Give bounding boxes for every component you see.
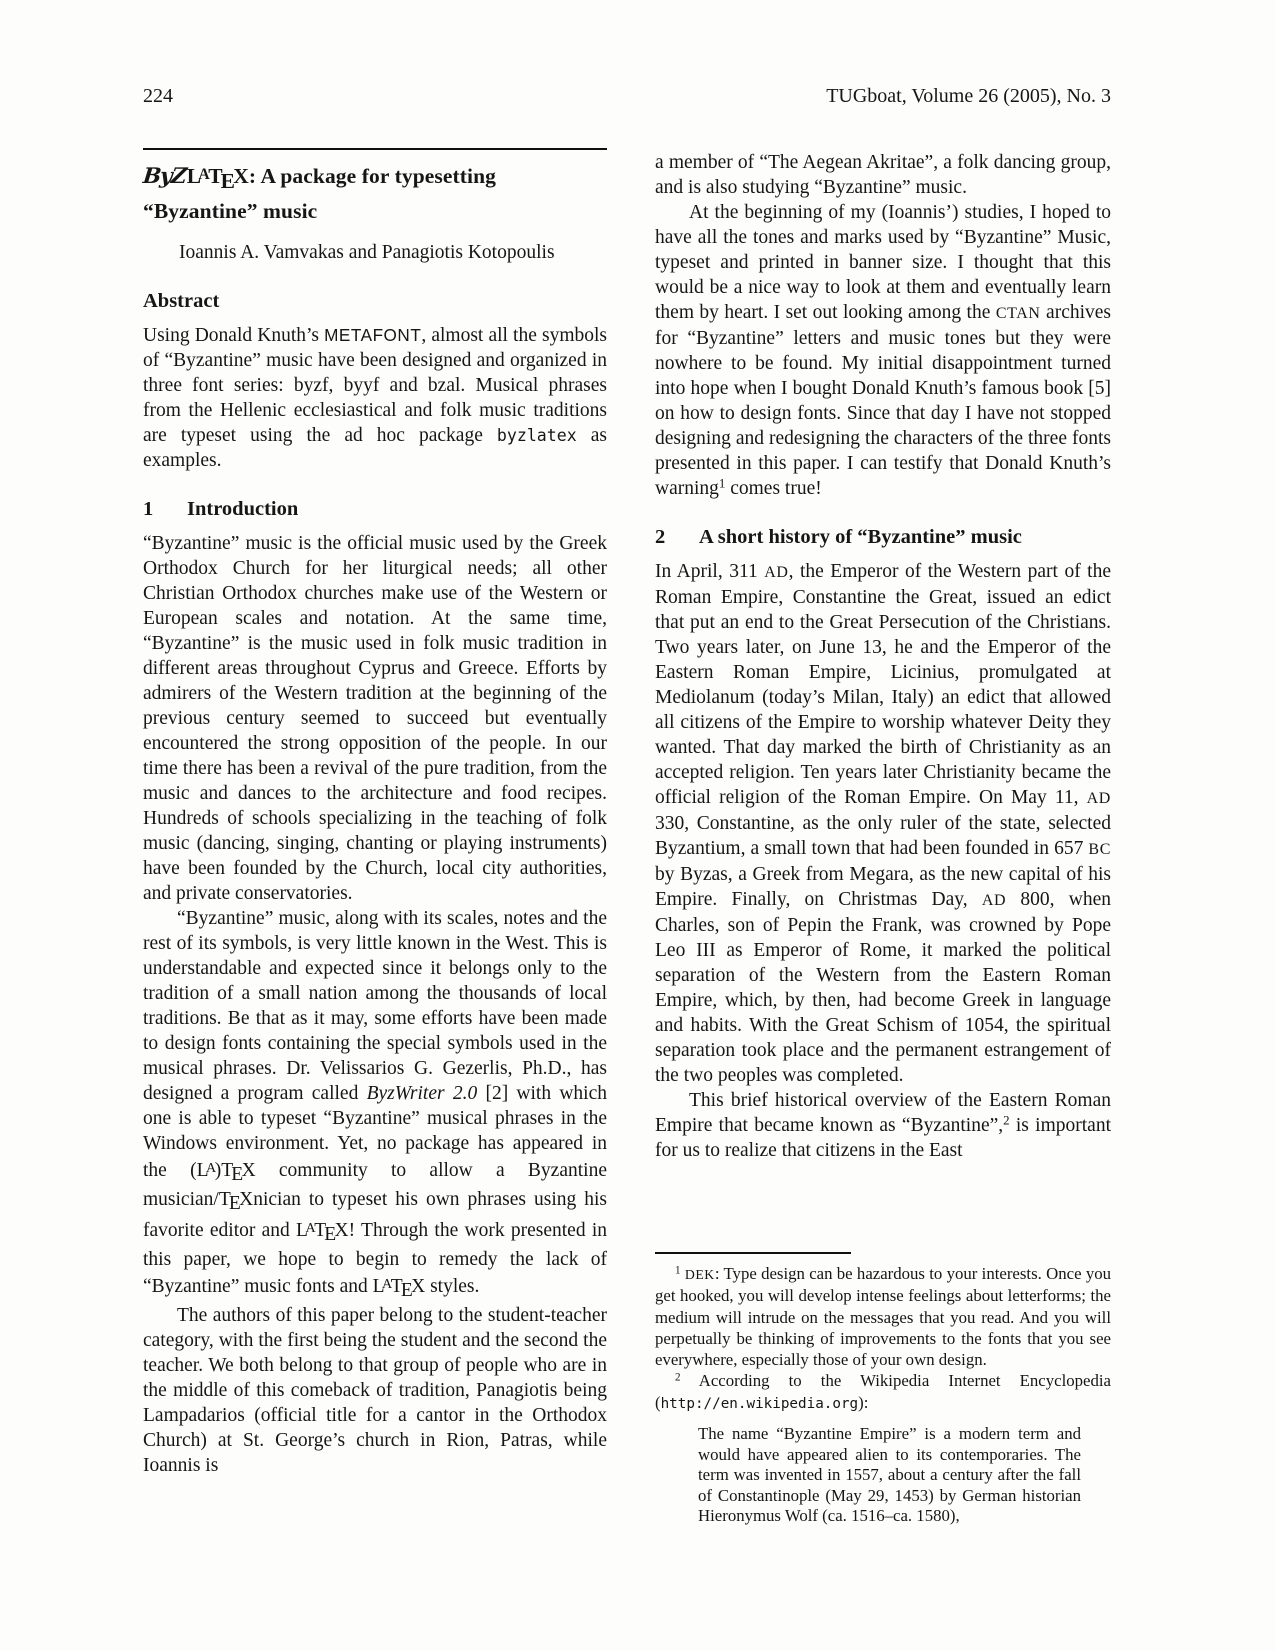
footnote-block [655,1252,1111,1527]
continued-paragraph: a member of “The Aegean Akritae”, a folk dancing group, and is also studying “Byzantine” music. [655,152,1111,198]
intro-paragraph-3: The authors of this paper belong to the student-teacher category, with the first being the student and the second the teacher. We both belong to that group of people who are in the middle of this comeback of tradition, Panagiotis being Lampadarios (official title for a cantor in the Orthodox Church) at St. George’s church in Rion, Patras, while Ioannis is [143,1304,607,1476]
left-column [143,148,607,1478]
footnote-1: $^1$ DEK: Type design can be hazardous to your interests. Once you get hooked, you will develop intense feelings about letterforms; the medium will intrude on the messages that you read. And you will perpetually be thinking of improvements to the fonts that you see everywhere, especially those of your own design. [655,1264,1111,1370]
article-authors: Ioannis A. Vamvakas and Panagiotis Kotopoulis [179,241,555,263]
journal-title: TUGboat, Volume 26 (2005), No. 3 [826,85,1111,107]
abstract-paragraph: Using Donald Knuth’s METAFONT, almost all the symbols of “Byzantine” music have been designed and organized in three font series: byzf, byyf and bzal. Musical phrases from the Hellenic ecclesiastical and folk music traditions are typeset using the ad hoc package byzlatex as examples. [143,324,608,471]
history-paragraph-2: This brief historical overview of the Eastern Roman Empire that became known as “Byzantine”,$^2$ is important for us to realize that citizens in the East [655,1090,1112,1161]
footnote-rule [655,1252,851,1254]
section-1-number: 1 [143,497,154,520]
abstract-heading: Abstract [143,289,220,312]
footnote-2: $^2$ According to the Wikipedia Internet Encyclopedia (http://en.wikipedia.org): [655,1371,1111,1412]
intro-paragraph-2: “Byzantine” music, along with its scales, notes and the rest of its symbols, is very little known in the West. This is understandable and expected since it belongs only to the tradition of a small nation among the thousands of local traditions. Be that as it may, some efforts have been made to design fonts containing the special symbols used in the musical phrases. Dr. Velissarios G. Gezerlis, Ph.D., has designed a program called ByzWriter 2.0 [2] with which one is able to typeset “Byzantine” musical phrases in the Windows environment. Yet, no package has appeared in the (LA)TEX community to allow a Byzantine musician/TEXnician to typeset his own phrases using his favorite editor and LATEX! Through the work presented in this paper, we hope to begin to remedy the lack of “Byzantine” music fonts and LATEX styles. [143,907,608,1301]
article-title: ByZLATEX: A package for typesetting “Byzantine” music [141,164,497,223]
section-2-title: A short history of “Byzantine” music [699,526,1022,548]
section-1-title: Introduction [187,497,299,520]
section-2-heading [655,524,1111,550]
history-paragraph-1: In April, 311 AD, the Emperor of the Western part of the Roman Empire, Constantine the Great, issued an edict that put an end to the Great Persecution of the Christians. Two years later, on June 13, he and the Emperor of the Eastern Roman Empire, Licinius, promulgated at Mediolanum (today’s Milan, Italy) an edict that allowed all citizens of the Empire to worship whatever Deity they wanted. That day marked the birth of Christianity as an accepted religion. Ten years later Christianity became the official religion of the Roman Empire. On May 11, AD 330, Constantine, as the only ruler of the state, selected Byzantium, a small town that had been founded in 657 BC by Byzas, a Greek from Megara, as the new capital of his Empire. Finally, on Christmas Day, AD 800, when Charles, son of Pepin the Frank, was crowned by Pope Leo III as Emperor of Rome, it marked the political separation of the Western from the Eastern Roman Empire, which, by then, had become Greek in language and habits. With the Great Schism of 1054, the spiritual separation took place and the permanent estrangement of the two peoples was completed. [655,561,1112,1086]
studies-paragraph: At the beginning of my (Ioannis’) studies, I hoped to have all the tones and marks used by “Byzantine” Music, typeset and printed in banner size. I thought that this would be a nice way to look at them and eventually learn them by heart. I set out looking among the CTAN archives for “Byzantine” letters and music tones but they were nowhere to be found. My initial disappointment turned into hope when I bought Donald Knuth’s famous book [5] on how to design fonts. Since that day I have not stopped designing and redesigning the characters of the three fonts presented in this paper. I can testify that Donald Knuth’s warning$^1$ comes true! [655,202,1112,499]
page-number: 224 [143,85,173,107]
footnote-quote: The name “Byzantine Empire” is a modern term and would have appeared alien to its contemporaries. The term was invented in 1557, about a century after the fall of Constantinople (May 29, 1453) by German historian Hieronymus Wolf (ca. 1516–ca. 1580), [698,1424,1081,1526]
right-column [655,150,1111,1163]
intro-paragraph-1: “Byzantine” music is the official music used by the Greek Orthodox Church for her liturgical needs; all other Christian Orthodox churches make use of the Western or European scales and notation. At the same time, “Byzantine” is the music used in folk music tradition in different areas throughout Cyprus and Greece. Efforts by admirers of the Western tradition at the beginning of the previous century seemed to succeed but eventually encountered the strong opposition of the people. In our time there has been a revival of the pure tradition, from the music and dances to the architecture and food recipes. Hundreds of schools specializing in the teaching of folk music (dancing, singing, chanting or playing instruments) have been founded by the Church, local city authorities, and private conservatories. [143,532,607,904]
running-header [143,84,1111,108]
section-2-number: 2 [655,526,666,548]
title-rule [143,148,607,150]
section-1-heading [143,496,607,522]
